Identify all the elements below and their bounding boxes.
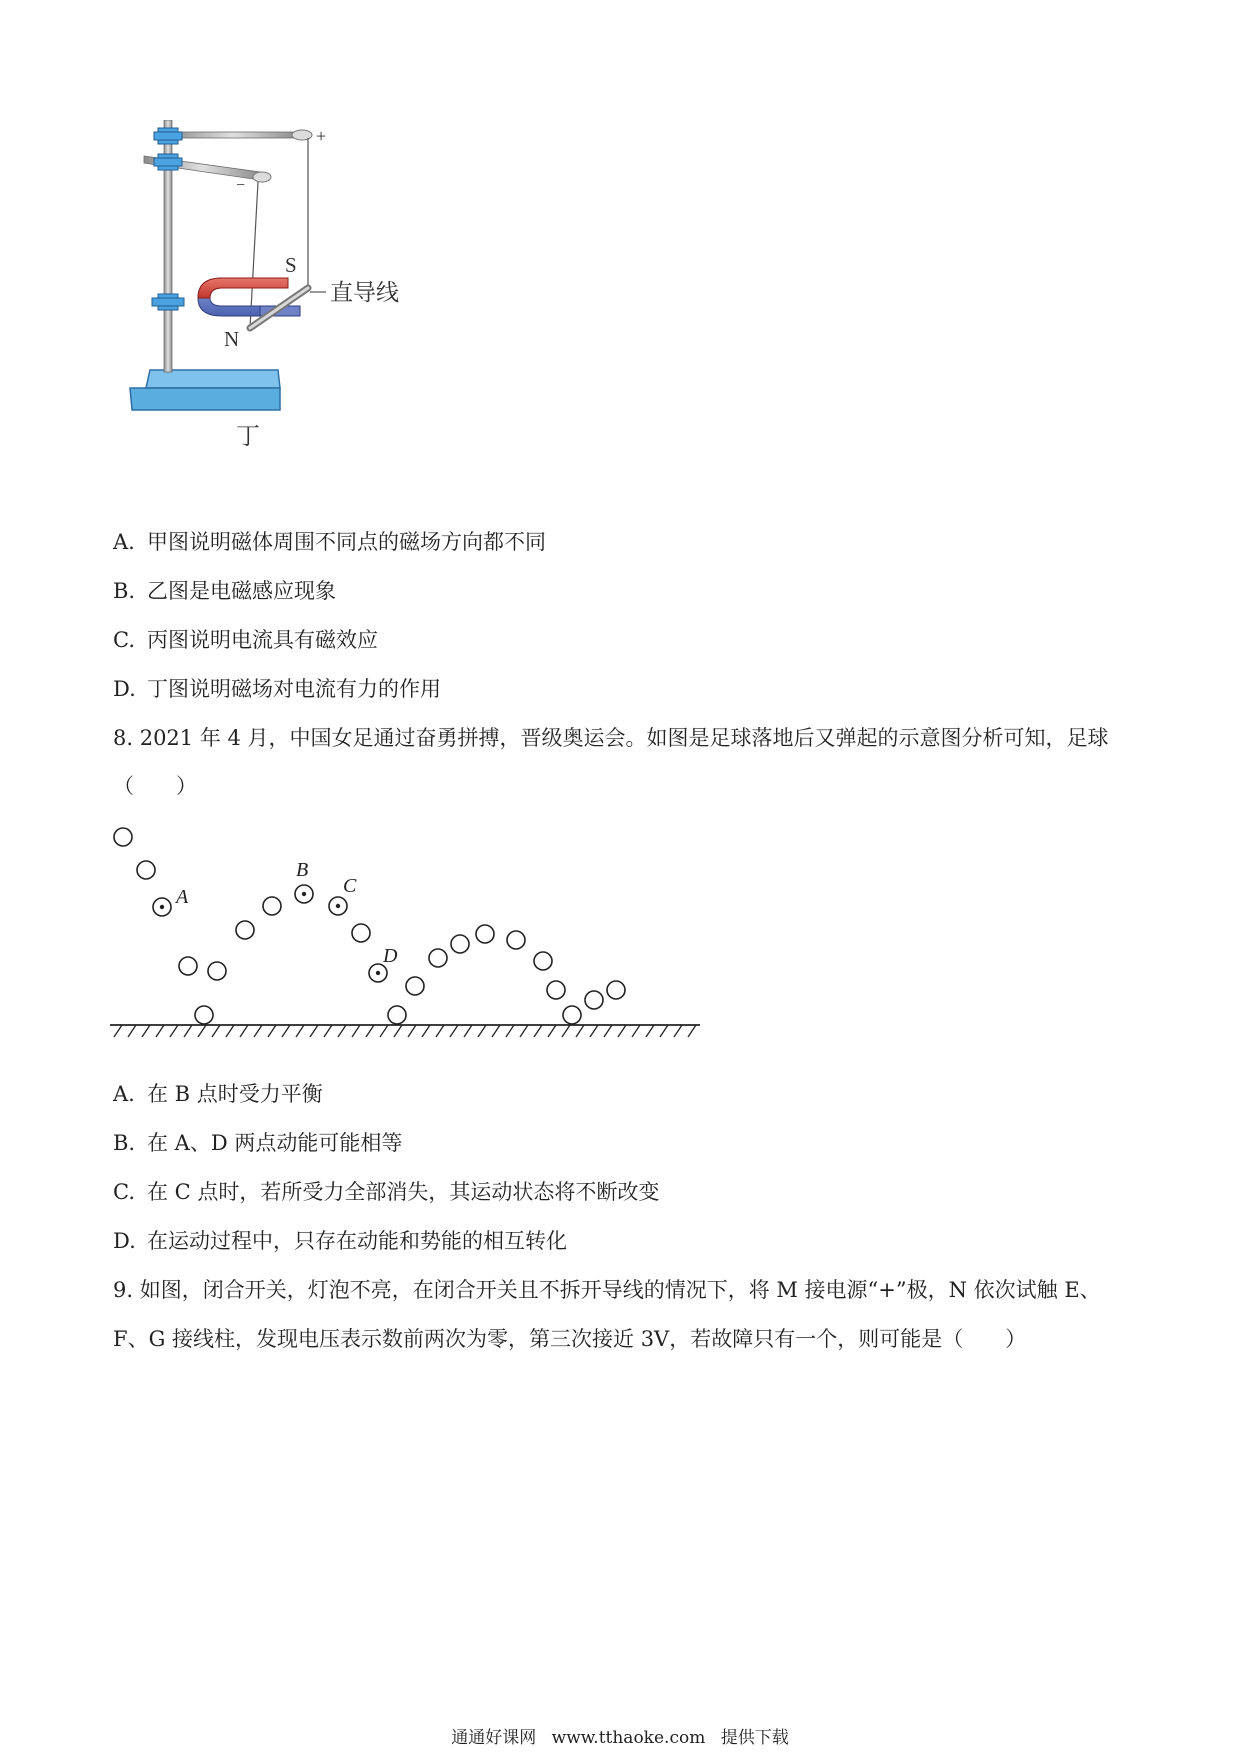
minus-terminal [253, 172, 271, 182]
stand-base-top [146, 370, 280, 388]
figure-bouncing-ball [110, 820, 710, 1060]
u-magnet [198, 278, 300, 316]
hatch-mark [324, 1025, 332, 1037]
hatch-mark [534, 1025, 542, 1037]
q7-option-a [113, 528, 546, 556]
hatch-mark [576, 1025, 584, 1037]
ball [585, 991, 603, 1009]
hatch-mark [282, 1025, 290, 1037]
hatch-mark [226, 1025, 234, 1037]
ball [476, 925, 494, 943]
ball [563, 1006, 581, 1024]
option-text: 在运动过程中，只存在动能和势能的相互转化 [147, 1229, 567, 1253]
ball [429, 949, 447, 967]
q7-option-c [113, 626, 378, 654]
hatch-mark [478, 1025, 486, 1037]
hatch-mark [450, 1025, 458, 1037]
hatch-mark [142, 1025, 150, 1037]
q9-stem-line2: F、G 接线柱，发现电压表示数前两次为零，第三次接近 3V，若故障只有一个，则可能是（ ） [113, 1327, 1027, 1351]
option-text: 在 B 点时受力平衡 [147, 1082, 323, 1106]
hatch-mark [464, 1025, 472, 1037]
option-letter: A. [113, 530, 135, 554]
option-text: 丙图说明电流具有磁效应 [147, 628, 378, 652]
hatch-mark [618, 1025, 626, 1037]
q7-option-b [113, 577, 336, 605]
hatch-mark [310, 1025, 318, 1037]
option-text: 甲图说明磁体周围不同点的磁场方向都不同 [147, 530, 546, 554]
q8-stem-line2: （ ） [113, 774, 197, 798]
q8-option-c [113, 1178, 659, 1206]
ball [236, 921, 254, 939]
hatch-mark [436, 1025, 444, 1037]
option-letter: D. [113, 1229, 136, 1253]
hatch-mark [184, 1025, 192, 1037]
hatch-mark [646, 1025, 654, 1037]
hatch-mark [562, 1025, 570, 1037]
plus-terminal [292, 130, 312, 140]
figure-ding [110, 120, 450, 480]
hatch-mark [254, 1025, 262, 1037]
option-text: 丁图说明磁场对电流有力的作用 [147, 677, 441, 701]
hatch-mark [380, 1025, 388, 1037]
option-letter: B. [113, 579, 136, 603]
hatch-mark [548, 1025, 556, 1037]
ball [388, 1006, 406, 1024]
hatch-mark [422, 1025, 430, 1037]
hatch-mark [590, 1025, 598, 1037]
figure-ding-caption: 丁 [236, 424, 260, 450]
option-letter: A. [113, 1082, 135, 1106]
hatch-mark [520, 1025, 528, 1037]
option-letter: D. [113, 677, 136, 701]
hatch-mark [338, 1025, 346, 1037]
q7-option-d [113, 675, 441, 703]
option-letter: B. [113, 1131, 136, 1155]
point-label-c: C [343, 875, 357, 897]
hatch-mark [408, 1025, 416, 1037]
ball [406, 977, 424, 995]
point-label-d: D [383, 945, 398, 967]
hatch-mark [492, 1025, 500, 1037]
wire-label: 直导线 [330, 280, 399, 305]
hatch-mark [394, 1025, 402, 1037]
ball [208, 962, 226, 980]
hatch-mark [268, 1025, 276, 1037]
clamp-top [154, 128, 182, 144]
option-letter: C. [113, 1180, 135, 1204]
stand-base-front [130, 388, 280, 410]
plus-label: + [316, 126, 327, 146]
n-pole-label: N [224, 327, 240, 351]
option-text: 乙图是电磁感应现象 [147, 579, 336, 603]
hatch-mark [366, 1025, 374, 1037]
ball [263, 897, 281, 915]
footer-note: 提供下载 [720, 1728, 789, 1748]
hatch-mark [114, 1025, 122, 1037]
ball-trajectory [114, 828, 625, 1024]
ball [114, 828, 132, 846]
q9-stem-line1: 9. 如图，闭合开关，灯泡不亮，在闭合开关且不拆开导线的情况下，将 M 接电源“+”极，N 依次试触 E、 [113, 1278, 1101, 1302]
ball [547, 981, 565, 999]
ball [195, 1006, 213, 1024]
q8-option-b [113, 1129, 402, 1157]
hatch-mark [352, 1025, 360, 1037]
hatch-mark [632, 1025, 640, 1037]
hatch-mark [660, 1025, 668, 1037]
hatch-mark [674, 1025, 682, 1037]
ball [179, 957, 197, 975]
footer-url[interactable]: www.tthaoke.com [551, 1728, 706, 1748]
point-label-a: A [176, 886, 189, 908]
clamp-middle [154, 154, 182, 170]
footer-site-name: 通通好课网 [451, 1728, 537, 1748]
hatch-mark [156, 1025, 164, 1037]
ball [352, 924, 370, 942]
hatch-mark [688, 1025, 696, 1037]
option-letter: C. [113, 628, 135, 652]
ball [137, 861, 155, 879]
hatch-mark [296, 1025, 304, 1037]
hatch-mark [240, 1025, 248, 1037]
s-pole-label: S [285, 253, 297, 277]
hatch-mark [212, 1025, 220, 1037]
ball [451, 935, 469, 953]
hatch-mark [506, 1025, 514, 1037]
ball [534, 952, 552, 970]
q8-option-d [113, 1227, 567, 1255]
q8-option-a [113, 1080, 323, 1108]
hatch-mark [198, 1025, 206, 1037]
option-text: 在 A、D 两点动能可能相等 [147, 1131, 403, 1155]
ball [607, 981, 625, 999]
ground-hatching [114, 1025, 696, 1037]
ball [507, 931, 525, 949]
hatch-mark [170, 1025, 178, 1037]
point-label-b: B [296, 859, 309, 881]
upper-arm [168, 132, 298, 138]
q8-stem-line1: 8. 2021 年 4 月，中国女足通过奋勇拼搏，晋级奥运会。如图是足球落地后又弹起的示意图分析可知，足球 [113, 726, 1109, 750]
page-footer [0, 1727, 1240, 1749]
option-text: 在 C 点时，若所受力全部消失，其运动状态将不断改变 [147, 1180, 660, 1204]
hatch-mark [128, 1025, 136, 1037]
clamp-bottom [152, 294, 184, 310]
hatch-mark [604, 1025, 612, 1037]
minus-label: − [236, 177, 246, 194]
